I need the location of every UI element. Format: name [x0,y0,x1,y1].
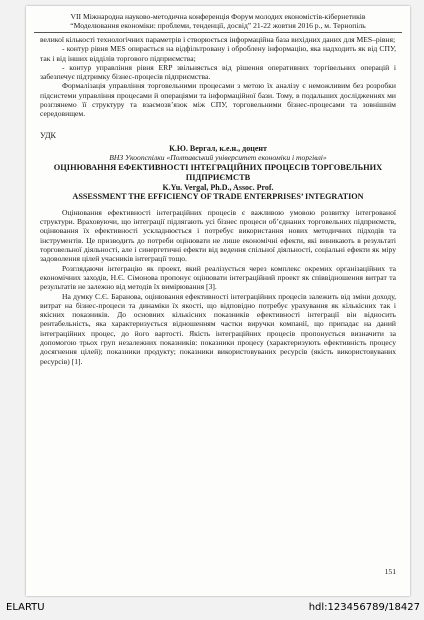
header-line-1: VII Міжнародна науково-методична конференція Форум молодих економістів-кібернетиків [70,12,366,21]
document-page [26,6,410,596]
article-paragraph-3: На думку С.Є. Баранова, оцінювання ефективності інтеграційних процесів залежить від зміни доходу, витрат на бізнес-процеси та динаміки їх якості, що відповідно потребує урахування як кількісних так і якісних показників. До основних кількісних показників ефективності інтеграції він відносить рентабельність, яка характеризується відношенням частки виручки компанії, що припадає на даний інтеграційних процес, до його вартості. Якість інтеграційних процесів пропонується визначити за допомогою трьох груп незалежних показників: показники процесу (характеризують ефективність процесу досягнення цілей); показники продукту; показники використовуваних ресурсів (якість використовуваних ресурсів) [1]. [40,291,396,366]
conference-header [34,12,402,30]
header-rule [34,32,402,33]
intro-paragraph-1: великої кількості технологічних параметрів і створюється інформаційна база вихідних даних для MES–рівня; [40,35,396,44]
header-line-2: “Моделювання економіки: проблеми, тенденції, досвід” 21-22 жовтня 2016 р., м. Тернопіль [70,21,366,30]
repository-name: ELARTU [6,602,45,613]
article-paragraph-1: Оцінювання ефективності інтеграційних процесів є важливою умовою розвитку інтегрованої структури. Враховуючи, що інтеграції підлягають усі бізнес процеси об’єднаних торговельних підприємств, оцінювання їх ефективності ускладнюється і потребує використання нових методичних підходів та інструментів. Це призводить до потреби оцінювати не лише економічні ефекти, які виникають в результаті торговельної діяльності, але і синергетичні ефекти від ведення спільної діяльності, соціальні ефекти як міру задоволення цілей учасників інтеграції тощо. [40,207,396,264]
intro-paragraph-2: - контур рівня MES опирається на відфільтровану і оброблену інформацію, яка надходить як від СПУ, так і від інших відділів торгового підприємства; [40,44,396,63]
article-title-ua: ОЦІНЮВАННЯ ЕФЕКТИВНОСТІ ІНТЕГРАЦІЙНИХ ПРОЦЕСІВ ТОРГОВЕЛЬНИХ ПІДПРИЄМСТВ [53,162,383,182]
intro-paragraph-3: - контур управління рівня ERP звільняється від рішення оперативних торгівельних операцій і забезпечує підтримку бізнес-процесів підприємства. [40,62,396,82]
article-paragraph-2: Розглядаючи інтеграцію як проект, який реалізується через комплекс окремих організаційних та економічних заходів, Н.Є. Сімонова пропонує оцінювати інтеграційний проект як співвідношення витрат та результатів не залежно від методів їх вимірювання [3]. [40,263,396,292]
repository-footer [0,598,424,620]
handle-id: hdl:123456789/18427 [308,602,420,613]
article-title-en: ASSESSMENT THE EFFICIENCY OF TRADE ENTERPRISES’ INTEGRATION [72,191,364,201]
spacer [40,119,396,125]
intro-paragraph-4: Формалізація управління торговельними процесами з метою їх аналізу є неможливим без розробки підсистеми управління процесами й операціями та інформаційної бази. Тому, в подальших дослідженнях ми розглянемо її структуру та взаємозв’язок між СПУ, торговельними бізнес-процесами та зовнішнім середовищем. [40,81,396,119]
page-body [40,35,396,366]
affiliation-line: ВНЗ Укоопспілки «Полтавський університет економіки і торгівлі» [109,153,327,163]
udk-label: УДК [40,130,57,140]
author-line: К.Ю. Вергал, к.е.н., доцент [169,143,267,153]
author-line-en: K.Yu. Vergal, Ph.D., Assoc. Prof. [162,182,274,192]
page-number: 151 [384,567,396,576]
